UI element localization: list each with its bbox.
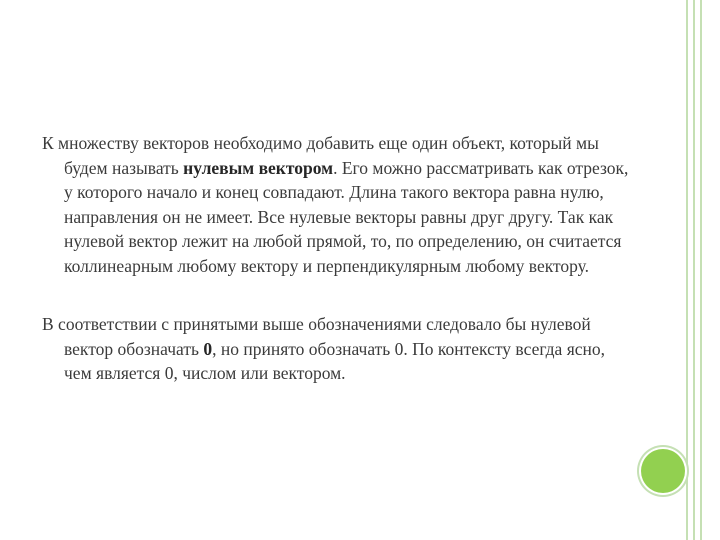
paragraph-text: К множеству векторов необходимо добавить еще один объект, который мы будем называть xyxy=(42,133,599,178)
paragraph-zero-vector-definition xyxy=(42,131,632,278)
decorative-frame-line xyxy=(700,0,702,540)
decorative-circle-icon xyxy=(641,449,685,493)
slide-content xyxy=(42,131,632,386)
term-zero-vector: нулевым вектором xyxy=(183,157,334,178)
paragraph-text: . Его можно рассматривать как отрезок, у которого начало и конец совпадают. Длина такого вектора равна нулю, направления он не имеет. Все нулевые векторы равны друг другу. Так как нулевой вектор лежит на любой прямой, то, по определению, он считается коллинеарным любому вектору и перпендикулярным любому вектору. xyxy=(64,157,629,276)
zero-vector-symbol: 0 xyxy=(203,338,213,359)
paragraph-text: В соответствии с принятыми выше обозначениями следовало бы нулевой вектор обозначать xyxy=(42,314,591,359)
paragraph-text: , но принято обозначать 0. По контексту всегда ясно, чем является 0, числом или вектором. xyxy=(64,338,606,383)
decorative-frame-line xyxy=(686,0,688,540)
paragraph-zero-vector-notation xyxy=(42,312,632,386)
decorative-frame-line xyxy=(693,0,695,540)
